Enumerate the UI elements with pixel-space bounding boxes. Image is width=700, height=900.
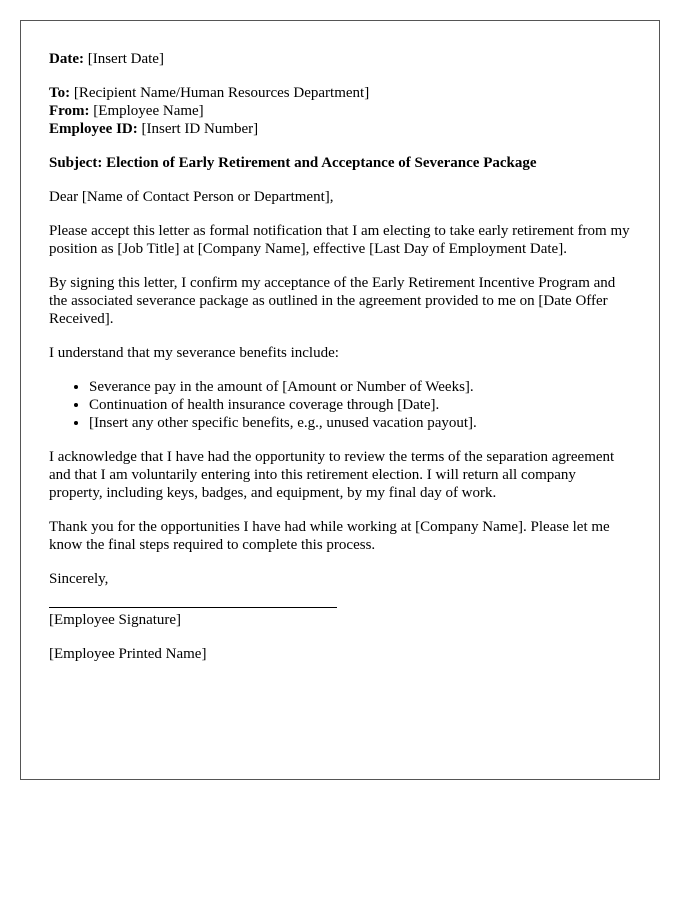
date-label: Date: [49,51,84,67]
closing: Sincerely, [49,571,109,587]
benefit-item: • Continuation of health insurance coverage through [Date]. [89,396,631,414]
benefits-intro: I understand that my severance benefits include: [49,345,339,361]
subject-line: Subject: Election of Early Retirement and Acceptance of Severance Package [49,155,537,171]
from-line [49,102,631,120]
benefit-item: • [Insert any other specific benefits, e.g., unused vacation payout]. [89,414,631,432]
employee-id-value: [Insert ID Number] [141,121,259,137]
paragraph-acceptance: By signing this letter, I confirm my acceptance of the Early Retirement Incentive Program and the associated severance package as outlined in the agreement provided to me on [Date Offer Received]. [49,275,616,327]
to-label: To: [49,85,71,101]
header-block [49,84,631,138]
from-value: [Employee Name] [93,103,204,119]
to-line [49,84,631,102]
paragraph-notification: Please accept this letter as formal notification that I am electing to take early retirement from my position as [Job Title] at [Company Name], effective [Last Day of Employment Date]. [49,223,630,257]
benefit-item: • Severance pay in the amount of [Amount or Number of Weeks]. [89,378,631,396]
date-line [49,50,631,68]
signature-label: [Employee Signature] [49,612,182,628]
employee-id-line [49,120,631,138]
date-value: [Insert Date] [87,51,164,67]
letter-document [20,20,660,780]
to-value: [Recipient Name/Human Resources Department] [73,85,370,101]
printed-name: [Employee Printed Name] [49,646,207,662]
salutation: Dear [Name of Contact Person or Department], [49,189,334,205]
paragraph-acknowledgement: I acknowledge that I have had the opportunity to review the terms of the separation agreement and that I am voluntarily entering into this retirement election. I will return all company property, including keys, badges, and equipment, by my final day of work. [49,449,615,501]
benefits-list [49,378,631,432]
paragraph-thanks: Thank you for the opportunities I have had while working at [Company Name]. Please let me know the final steps required to complete this process. [49,519,610,553]
employee-id-label: Employee ID: [49,121,138,137]
signature-line [49,607,337,608]
from-label: From: [49,103,90,119]
